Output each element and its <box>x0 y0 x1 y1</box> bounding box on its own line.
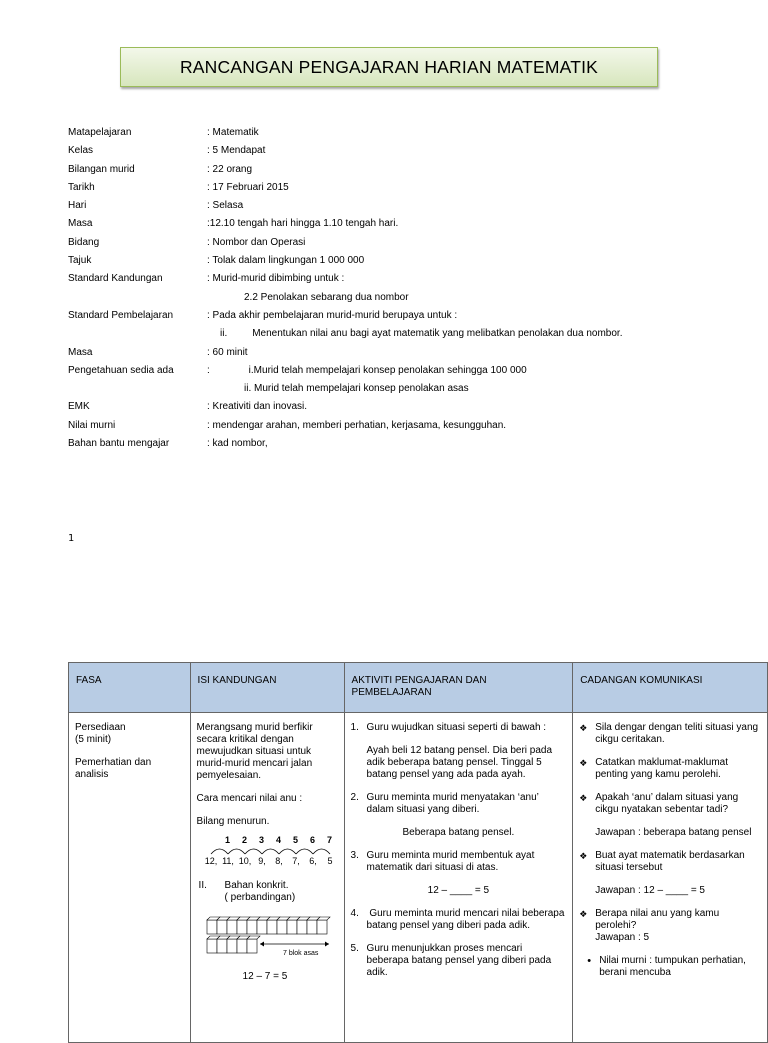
communication-text: Buat ayat matematik berdasarkan situasi tersebut <box>595 850 748 873</box>
info-row-time: Masa :12.10 tengah hari hingga 1.10 tengah hari. <box>68 218 399 230</box>
info-row-prior-knowledge: Pengetahuan sedia ada : i.Murid telah mempelajari konsep penolakan sehingga 100 000 <box>68 364 527 376</box>
info-row-field: Bidang : Nombor dan Operasi <box>68 236 306 248</box>
cell-fasa: Persediaan (5 minit) Pemerhatian dan analisis <box>69 713 191 1043</box>
diamond-bullet-icon <box>579 885 595 897</box>
communication-text: Catatkan maklumat-maklumat penting yang kamu perolehi. <box>595 757 731 780</box>
header-isi-kandungan: ISI KANDUNGAN <box>190 663 344 713</box>
numline-top-label: 1 <box>224 836 230 845</box>
numline-bottom-label: 5 <box>327 856 333 866</box>
communication-item <box>579 792 761 816</box>
number-line-diagram <box>203 836 338 870</box>
numline-bottom-label: 10, <box>238 856 251 866</box>
info-row-content-standard-detail: 2.2 Penolakan sebarang dua nombor <box>244 291 409 303</box>
document-title <box>120 47 658 87</box>
info-row-learning-standard: Standard Pembelajaran : Pada akhir pembelajaran murid-murid berupaya untuk : <box>68 309 458 321</box>
diamond-bullet-icon <box>579 827 595 839</box>
activity-text: 12 – ____ = 5 <box>427 885 490 896</box>
numline-top-label: 4 <box>275 836 281 845</box>
activity-text: Beberapa batang pensel. <box>402 827 515 838</box>
numline-hop-arc <box>296 849 313 854</box>
communication-item <box>579 722 761 746</box>
activity-number: 1. <box>350 722 359 733</box>
numline-top-label: 7 <box>326 836 332 845</box>
arrowhead-icon <box>325 942 329 947</box>
activity-item <box>351 722 567 734</box>
info-row-topic: Tajuk : Tolak dalam lingkungan 1 000 000 <box>68 255 365 267</box>
info-row-materials: Bahan bantu mengajar : kad nombor, <box>68 438 268 450</box>
numline-hop-arc <box>228 849 245 854</box>
activity-item <box>351 792 567 816</box>
page-number: 1 <box>68 533 75 544</box>
communication-text: Sila dengar dengan teliti situasi yang cikgu ceritakan. <box>595 722 761 745</box>
communication-item <box>579 908 761 944</box>
info-row-emk: EMK : Kreativiti dan inovasi. <box>68 401 308 413</box>
header-cadangan-komunikasi: CADANGAN KOMUNIKASI <box>573 663 768 713</box>
numline-hop-arc <box>245 849 262 854</box>
activity-text: Guru wujudkan situasi seperti di bawah : <box>366 722 547 733</box>
info-row-prior-knowledge-detail: ii. Murid telah mempelajari konsep penolakan asas <box>244 383 469 395</box>
numline-hop-arc <box>262 849 279 854</box>
activity-item <box>351 827 567 839</box>
numline-bottom-label: 12, <box>204 856 217 866</box>
communication-item <box>579 757 761 781</box>
numline-bottom-label: 7, <box>291 856 300 866</box>
activity-item <box>351 745 567 781</box>
activity-number: 5. <box>350 943 359 954</box>
blocks-label: 7 blok asas <box>282 950 318 957</box>
communication-text: Nilai murni : tumpukan perhatian, berani mencuba <box>599 955 749 978</box>
table-row <box>69 713 768 1043</box>
activity-text: Ayah beli 12 batang pensel. Dia beri pada adik beberapa batang pensel. Tinggal 5 batang pensel yang ada pada ayah. <box>366 745 555 780</box>
cell-aktiviti <box>344 713 573 1043</box>
bullet-icon: • <box>587 955 592 967</box>
communication-text: Jawapan : beberapa batang pensel <box>595 827 752 838</box>
lesson-info <box>68 124 622 453</box>
activity-item <box>351 908 567 932</box>
info-row-duration: Masa : 60 minit <box>68 346 248 358</box>
activity-item <box>351 885 567 897</box>
communication-item <box>579 827 761 839</box>
activity-text: Guru menunjukkan proses mencari beberapa batang pensel yang diberi pada adik. <box>366 943 554 978</box>
activity-number: 3. <box>350 850 359 861</box>
diamond-bullet-icon: ❖ <box>579 851 588 861</box>
activity-number <box>351 827 367 839</box>
activity-item <box>351 943 567 979</box>
activity-number: 4. <box>350 908 359 919</box>
info-row-values: Nilai murni : mendengar arahan, memberi perhatian, kerjasama, kesungguhan. <box>68 419 507 431</box>
activity-text: Guru meminta murid menyatakan ‘anu’ dalam situasi yang diberi. <box>366 792 542 815</box>
numline-top-label: 3 <box>258 836 264 845</box>
activity-item <box>351 850 567 874</box>
diamond-bullet-icon: ❖ <box>579 909 588 919</box>
activity-text: Guru meminta murid membentuk ayat matematik dari situasi di atas. <box>366 850 538 873</box>
communication-item <box>579 955 761 979</box>
numline-bottom-label: 8, <box>274 856 283 866</box>
table-header-row <box>69 663 768 713</box>
cell-cadangan-komunikasi <box>573 713 768 1043</box>
numline-bottom-label: 11, <box>221 856 234 866</box>
numline-top-label: 5 <box>292 836 298 845</box>
header-aktiviti: AKTIVITI PENGAJARAN DAN PEMBELAJARAN <box>344 663 573 713</box>
document-title-text: RANCANGAN PENGAJARAN HARIAN MATEMATIK <box>179 56 599 77</box>
numline-hop-arc <box>211 849 228 854</box>
lesson-plan-table <box>68 662 768 1043</box>
activity-number <box>351 885 367 897</box>
activity-number: 2. <box>350 792 359 803</box>
communication-text: Jawapan : 12 – ____ = 5 <box>595 885 705 896</box>
activity-text: Guru meminta murid mencari nilai beberapa batang pensel yang diberi pada adik. <box>366 908 568 931</box>
info-row-day: Hari : Selasa <box>68 200 244 212</box>
blocks-equation: 12 – 7 = 5 <box>242 971 288 982</box>
communication-item <box>579 885 761 897</box>
communication-text: Berapa nilai anu yang kamu perolehi? Jawapan : 5 <box>595 908 720 943</box>
base-block-bottom <box>247 936 260 953</box>
info-row-content-standard: Standard Kandungan : Murid-murid dibimbing untuk : <box>68 273 345 285</box>
base-blocks-diagram <box>205 914 335 959</box>
info-row-class: Kelas : 5 Mendapat <box>68 145 266 157</box>
concrete-item: II. Bahan konkrit. ( perbandingan) <box>198 880 296 903</box>
communication-item <box>579 850 761 874</box>
diamond-bullet-icon: ❖ <box>579 793 588 803</box>
numline-hop-arc <box>313 849 330 854</box>
arrowhead-icon <box>260 942 264 947</box>
numline-bottom-label: 6, <box>308 856 317 866</box>
info-row-subject: Matapelajaran : Matematik <box>68 127 259 138</box>
communication-text: Apakah ‘anu’ dalam situasi yang cikgu nyatakan sebentar tadi? <box>595 792 742 815</box>
info-row-pupils: Bilangan murid : 22 orang <box>68 163 253 175</box>
diamond-bullet-icon: ❖ <box>579 723 588 733</box>
info-row-date: Tarikh : 17 Februari 2015 <box>68 181 289 193</box>
info-row-learning-standard-detail: ii. Menentukan nilai anu bagi ayat matematik yang melibatkan penolakan dua nombor. <box>220 328 623 340</box>
numline-hop-arc <box>279 849 296 854</box>
activity-number <box>351 745 367 781</box>
diamond-bullet-icon: ❖ <box>579 758 588 768</box>
cell-isi-kandungan: Merangsang murid berfikir secara kritikal dengan mewujudkan situasi untuk murid-murid mencari jalan pemyelesaian. Cara mencari nilai anu : Bilang menurun. 12, 11, 10, 9, 8, 7, 6, 5 1 2 3 4 5 6 7 II. Bahan konkrit. ( perbandingan) 7 blok asas 12 – 7 = 5 <box>190 713 344 1043</box>
base-block-top <box>317 917 330 934</box>
numline-bottom-label: 9, <box>257 856 266 866</box>
header-fasa: FASA <box>69 663 191 713</box>
numline-top-label: 6 <box>309 836 315 845</box>
numline-top-label: 2 <box>241 836 247 845</box>
